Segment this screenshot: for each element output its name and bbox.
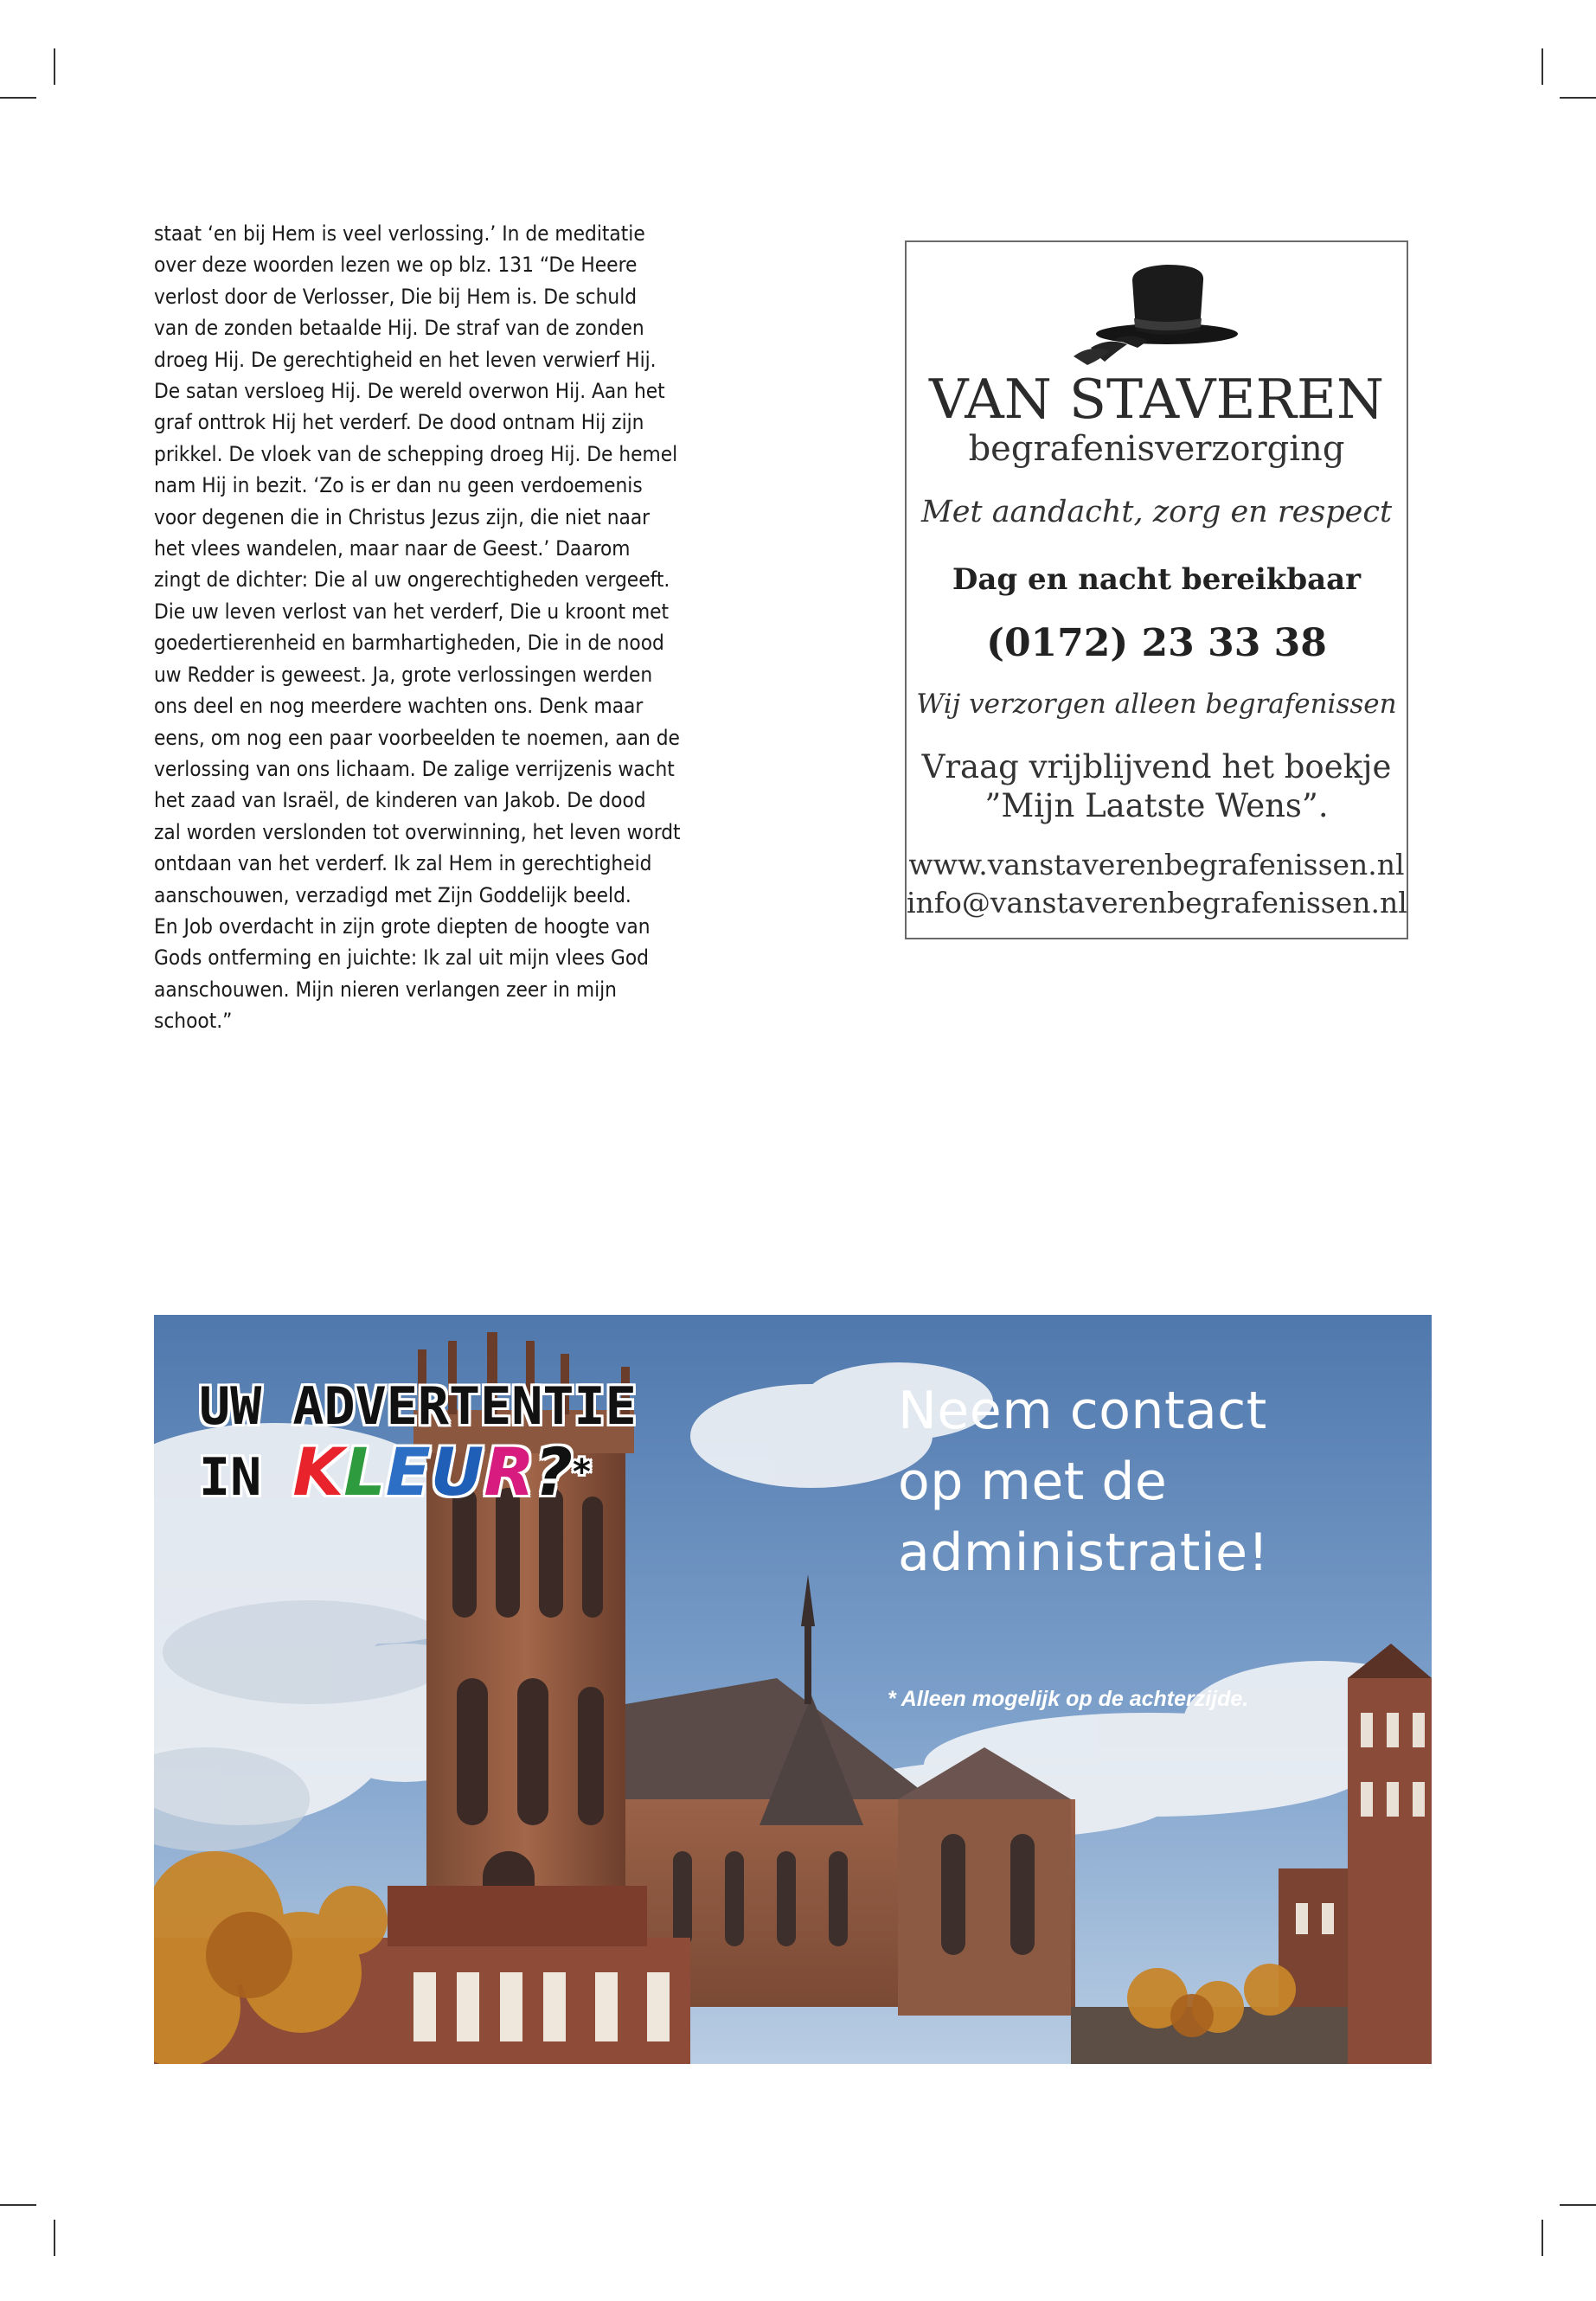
article-line: ons deel en nog meerdere wachten ons. Denk maar bbox=[154, 694, 644, 719]
kleur-letter: R bbox=[484, 1433, 535, 1510]
phone-number: (0172) 23 33 38 bbox=[986, 621, 1327, 665]
brand-subtitle: begrafenisverzorging bbox=[968, 429, 1345, 469]
article-line: uw Redder is geweest. Ja, grote verlossingen werden bbox=[154, 662, 653, 687]
contact-line: Neem contact bbox=[898, 1381, 1267, 1441]
website-link[interactable]: www.vanstaverenbegrafenissen.nl bbox=[908, 848, 1405, 881]
kleur-word bbox=[292, 1433, 535, 1510]
article-line: zingt de dichter: Die al uw ongerechtigheden vergeeft. bbox=[154, 567, 670, 593]
kleur-letter: E bbox=[385, 1433, 431, 1510]
article-line: voor degenen die in Christus Jezus zijn, die niet naar bbox=[154, 504, 651, 529]
article-line: eens, om nog een paar voorbeelden te noemen, aan de bbox=[154, 725, 680, 750]
article-line: aanschouwen, verzadigd met Zijn Goddelijk beeld. bbox=[154, 882, 631, 907]
article-line: het zaad van Israël, de kinderen van Jakob. De dood bbox=[154, 788, 646, 813]
article-line: aanschouwen. Mijn nieren verlangen zeer in mijn bbox=[154, 977, 617, 1002]
ad-headline bbox=[199, 1374, 637, 1510]
headline-in: IN bbox=[199, 1447, 293, 1508]
kleur-letter: U bbox=[430, 1433, 484, 1510]
article-line: verlost door de Verlosser, Die bij Hem is. De schuld bbox=[154, 284, 638, 309]
booklet-offer-line1: Vraag vrijblijvend het boekje bbox=[921, 748, 1392, 785]
article-line: het vlees wandelen, maar naar de Geest.’ Daarom bbox=[154, 536, 631, 561]
article-line: over deze woorden lezen we op blz. 131 “De Heere bbox=[154, 253, 638, 278]
crop-mark-top-right bbox=[1542, 48, 1543, 85]
headline-line2 bbox=[199, 1433, 637, 1510]
article-text bbox=[154, 218, 785, 1037]
crop-mark-top-right bbox=[1560, 97, 1596, 99]
top-hat-icon bbox=[1065, 254, 1255, 367]
question-mark: ? bbox=[534, 1433, 573, 1510]
kleur-letter: L bbox=[343, 1433, 386, 1510]
email-link[interactable]: info@vanstaverenbegrafenissen.nl bbox=[907, 886, 1407, 920]
article-line: Die uw leven verlost van het verderf, Die u kroont met bbox=[154, 599, 670, 624]
headline-line1: UW ADVERTENTIE bbox=[199, 1376, 637, 1437]
only-funerals-note: Wij verzorgen alleen begrafenissen bbox=[916, 689, 1397, 720]
article-line: staat ‘en bij Hem is veel verlossing.’ In de meditatie bbox=[154, 221, 645, 246]
asterisk: * bbox=[572, 1452, 591, 1492]
crop-mark-bottom-left bbox=[54, 2220, 55, 2256]
crop-mark-bottom-right bbox=[1560, 2204, 1596, 2206]
article-line: van de zonden betaalde Hij. De straf van de zonden bbox=[154, 316, 644, 341]
availability: Dag en nacht bereikbaar bbox=[952, 562, 1362, 597]
article-line: Gods ontferming en juichte: Ik zal uit mijn vlees God bbox=[154, 945, 649, 971]
article-line: droeg Hij. De gerechtigheid en het leven verwierf Hij. bbox=[154, 347, 657, 372]
back-side-note: * Alleen mogelijk op de achterzijde. bbox=[888, 1687, 1249, 1711]
article-line: En Job overdacht in zijn grote diepten de hoogte van bbox=[154, 913, 651, 939]
kleur-letter: K bbox=[292, 1433, 344, 1510]
article-line: goedertierenheid en barmhartigheden, Die in de nood bbox=[154, 631, 664, 656]
brand-name: VAN STAVEREN bbox=[929, 368, 1384, 431]
funeral-advertisement bbox=[905, 240, 1408, 939]
booklet-offer-line2: ”Mijn Laatste Wens”. bbox=[984, 787, 1329, 824]
crop-mark-top-left bbox=[54, 48, 55, 85]
crop-mark-top-left bbox=[0, 97, 36, 99]
crop-mark-bottom-right bbox=[1542, 2220, 1543, 2256]
article-line: prikkel. De vloek van de schepping droeg Hij. De hemel bbox=[154, 441, 678, 466]
tagline: Met aandacht, zorg en respect bbox=[920, 495, 1393, 529]
color-ad-banner bbox=[154, 1315, 1432, 2064]
contact-line: op met de bbox=[898, 1452, 1168, 1512]
article-line: schoot.” bbox=[154, 1009, 233, 1034]
article-line: graf onttrok Hij het verderf. De dood ontnam Hij zijn bbox=[154, 410, 644, 435]
article-line: verlossing van ons lichaam. De zalige verrijzenis wacht bbox=[154, 756, 675, 781]
article-line: De satan versloeg Hij. De wereld overwon Hij. Aan het bbox=[154, 379, 665, 404]
article-line: nam Hij in bezit. ‘Zo is er dan nu geen verdoemenis bbox=[154, 473, 643, 498]
article-line: zal worden verslonden tot overwinning, het leven wordt bbox=[154, 819, 681, 844]
contact-message bbox=[898, 1375, 1330, 1588]
article-line: ontdaan van het verderf. Ik zal Hem in gerechtigheid bbox=[154, 851, 652, 876]
crop-mark-bottom-left bbox=[0, 2204, 36, 2206]
contact-line: administratie! bbox=[898, 1522, 1270, 1583]
